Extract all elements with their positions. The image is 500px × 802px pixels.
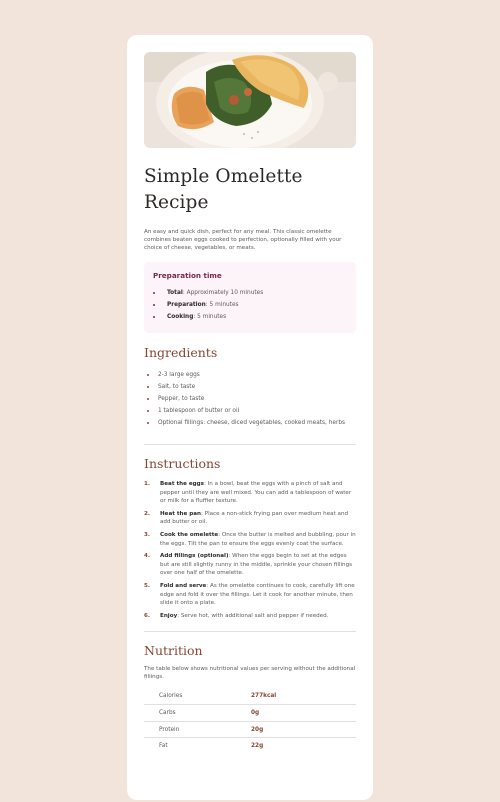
- list-item: [144, 381, 356, 393]
- list-item: [144, 417, 356, 429]
- section-divider: [144, 444, 356, 445]
- preparation-heading: Preparation time: [153, 271, 222, 280]
- bullet-icon: [153, 292, 155, 294]
- nutrient-value: 277kcal: [251, 688, 356, 705]
- ingredients-list: [144, 369, 356, 429]
- step-number: 3.: [144, 531, 151, 538]
- step-text: : When the eggs begin to set at the edges but are still slightly runny in the middle, sprinkle your chosen fillings over one half of the omelette.: [160, 553, 353, 577]
- nutrient-value: 20g: [251, 721, 356, 738]
- step-label: Heat the pan: [160, 510, 202, 517]
- step-text: : Place a non-stick frying pan over medium heat and add butter or oil.: [160, 510, 349, 526]
- ingredients-heading: Ingredients: [144, 345, 218, 360]
- list-item: [144, 552, 356, 578]
- step-label: Enjoy: [160, 612, 178, 619]
- prep-value: : 5 minutes: [193, 314, 227, 320]
- prep-value: : Approximately 10 minutes: [182, 290, 264, 296]
- nutrient-name: Fat: [159, 743, 168, 750]
- table-row: [144, 721, 356, 738]
- instructions-list: [144, 480, 356, 620]
- bullet-icon: [147, 374, 149, 376]
- step-number: 1.: [144, 481, 151, 487]
- list-item: [144, 369, 356, 381]
- recipe-title: Simple Omelette Recipe: [144, 166, 303, 213]
- step-label: Add fillings (optional): [160, 553, 229, 560]
- ingredient-text: Salt, to taste: [158, 384, 196, 390]
- list-item: [153, 287, 347, 299]
- bullet-icon: [147, 410, 149, 412]
- step-text: : In a bowl, beat the eggs with a pinch of salt and pepper until they are well mixed. You can add a tablespoon of water or milk for a fluffier texture.: [160, 481, 352, 505]
- nutrition-table: [144, 688, 356, 754]
- step-number: 4.: [144, 553, 151, 560]
- ingredient-text: Pepper, to taste: [158, 396, 205, 402]
- list-item: [144, 393, 356, 405]
- nutrient-name: Protein: [144, 721, 251, 738]
- bullet-icon: [147, 422, 149, 424]
- nutrient-value: 0g: [251, 705, 356, 722]
- prep-label: Cooking: [167, 314, 194, 320]
- list-item: [153, 299, 347, 311]
- ingredient-text: 1 tablespoon of butter or oil: [158, 408, 240, 414]
- prep-label: Total: [167, 290, 183, 296]
- recipe-card: [127, 35, 373, 800]
- omelette-image: [144, 52, 356, 148]
- table-row: [144, 688, 356, 705]
- list-item: [144, 405, 356, 417]
- list-item: [144, 510, 356, 527]
- list-item: [153, 311, 347, 323]
- bullet-icon: [153, 316, 155, 318]
- preparation-box: [144, 262, 356, 333]
- nutrient-name: Carbs: [144, 705, 251, 722]
- table-row: [144, 738, 356, 755]
- bullet-icon: [147, 386, 149, 388]
- table-row: [144, 705, 356, 722]
- step-label: Cook the omelette: [160, 531, 219, 538]
- bullet-icon: [153, 304, 155, 306]
- ingredient-text: Optional fillings: cheese, diced vegetables, cooked meats, herbs: [158, 420, 346, 426]
- list-item: [144, 531, 356, 548]
- list-item: [144, 612, 356, 621]
- recipe-intro: An easy and quick dish, perfect for any meal. This classic omelette combines beaten eggs cooked to perfection, optionally filled with your choice of cheese, vegetables, or meats.: [144, 229, 342, 251]
- step-number: 6.: [144, 612, 151, 619]
- section-divider: [144, 631, 356, 632]
- list-item: [144, 582, 356, 608]
- list-item: [144, 480, 356, 506]
- nutrition-heading: Nutrition: [144, 643, 203, 659]
- ingredient-text: 2-3 large eggs: [158, 372, 200, 378]
- step-label: Beat the eggs: [160, 481, 204, 487]
- nutrient-value: 22g: [251, 743, 264, 750]
- nutrition-description: The table below shows nutritional values per serving without the additional fillings.: [144, 666, 356, 681]
- prep-value: : 5 minutes: [205, 302, 239, 308]
- preparation-list: [153, 287, 347, 323]
- prep-label: Preparation: [167, 302, 206, 308]
- instructions-heading: Instructions: [144, 456, 221, 471]
- step-text: : Once the butter is melted and bubbling, pour in the eggs. Tilt the pan to ensure the eggs evenly coat the surface.: [160, 531, 356, 547]
- step-text: : As the omelette continues to cook, carefully lift one edge and fold it over the fillings. Let it cook for another minute, then slide it onto a plate.: [160, 582, 355, 607]
- bullet-icon: [147, 398, 149, 400]
- step-label: Fold and serve: [160, 582, 207, 589]
- step-text: : Serve hot, with additional salt and pepper if needed.: [177, 612, 329, 619]
- nutrient-name: Calories: [144, 688, 251, 705]
- step-number: 2.: [144, 510, 151, 517]
- step-number: 5.: [144, 582, 151, 589]
